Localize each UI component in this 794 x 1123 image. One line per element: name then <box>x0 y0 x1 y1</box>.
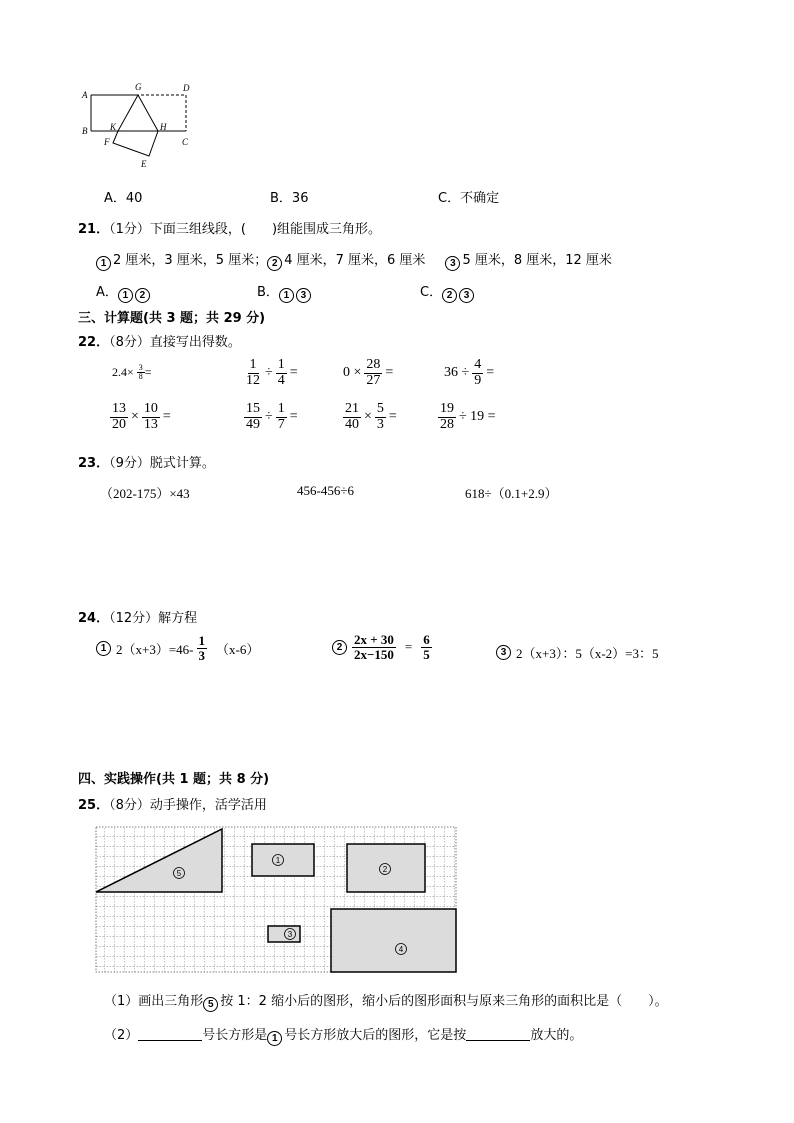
q20-option-c[interactable]: C．不确定 <box>438 191 500 206</box>
q24-equation-1: 1 2（x+3）=46- $\frac{1}{3}$ （x-6） <box>96 634 259 662</box>
q24-equation-3: 3 2（x+3）：5（x-2）=3：5 <box>496 643 659 662</box>
label-e: E <box>141 159 147 169</box>
label-h: H <box>160 122 167 132</box>
circled-3: 3 <box>445 256 460 271</box>
q22-expr-6: $\frac{15}{49}$ ÷ $\frac{1}{7}$ = <box>246 401 298 432</box>
q21-group-2: 2 4 厘米，7 厘米，6 厘米 <box>267 249 425 271</box>
label-k: K <box>110 122 117 132</box>
circled-1: 1 <box>96 256 111 271</box>
q24-stem: 24．（12分）解方程 <box>78 611 198 626</box>
q22-expr-4: 36 ÷ $\frac{4}{9}$ = <box>444 357 495 388</box>
label-c: C <box>182 137 189 147</box>
q23-item-3: 618÷（0.1+2.9） <box>465 486 558 501</box>
q25-grid-figure <box>94 826 458 974</box>
answer-blank-2[interactable] <box>466 1028 530 1041</box>
answer-blank-1[interactable] <box>138 1028 202 1041</box>
svg-text:2: 2 <box>382 865 388 874</box>
label-a: A <box>82 90 88 100</box>
q22-expr-3: 0 × $\frac{28}{27}$ = <box>343 357 394 388</box>
q25-part-1: （1）画出三角形 5 按 1：2 缩小后的图形，缩小后的图形面积与原来三角形的面积比是（ ）。 <box>104 994 668 1010</box>
q25-stem: 25．（8分）动手操作，活学活用 <box>78 798 267 813</box>
q22-stem: 22．（8分）直接写出得数。 <box>78 335 241 350</box>
q21-score: （1分） <box>109 222 150 237</box>
q23-stem: 23．（9分）脱式计算。 <box>78 456 215 471</box>
q21-option-b[interactable]: B． 1 3 <box>257 281 313 303</box>
q21-text: 下面三组线段，( )组能围成三角形。 <box>149 222 382 237</box>
svg-text:3: 3 <box>287 930 293 939</box>
label-b: B <box>82 126 88 136</box>
q24-equation-2: 2 $\frac{2x + 30}{2x-150}$ = $\frac{6}{5}$ <box>332 633 432 661</box>
q20-option-a[interactable]: A．40 <box>104 191 143 206</box>
q22-expr-5: $\frac{13}{20}$ × $\frac{10}{13}$ = <box>112 401 171 432</box>
q22-expr-8: $\frac{19}{28}$ ÷ 19 = <box>440 401 496 432</box>
circled-2: 2 <box>267 256 282 271</box>
label-g: G <box>135 82 142 92</box>
q22-expr-7: $\frac{21}{40}$ × $\frac{5}{3}$ = <box>345 401 397 432</box>
q21-group-1: 1 2 厘米，3 厘米，5 厘米； <box>96 249 267 271</box>
rectangle-4 <box>331 909 456 972</box>
q22-expr-2: $\frac{1}{12}$ ÷ $\frac{1}{4}$ = <box>246 357 298 388</box>
q21-groups <box>96 249 612 271</box>
fold-line-gk <box>118 95 138 131</box>
label-d: D <box>183 83 190 93</box>
section-4-title: 四、实践操作(共 1 题；共 8 分) <box>78 772 270 787</box>
q20-figure <box>76 78 200 172</box>
folded-flap <box>113 131 158 156</box>
q21-stem <box>78 218 381 237</box>
q23-item-2: 456-456÷6 <box>297 483 354 498</box>
q21-group-3: 3 5 厘米，8 厘米，12 厘米 <box>445 249 611 271</box>
q23-item-1: （202-175）×43 <box>100 486 190 501</box>
label-f: F <box>104 137 110 147</box>
q21-number: 21． <box>78 222 110 237</box>
q21-option-a[interactable]: A． 1 2 <box>96 281 152 303</box>
svg-text:1: 1 <box>275 856 281 865</box>
q20-option-b[interactable]: B．36 <box>270 191 309 206</box>
rectangle-1 <box>252 844 314 876</box>
section-3-title: 三、计算题(共 3 题；共 29 分) <box>78 311 266 326</box>
q22-expr-1: 2.4× $\frac{3}{8}$ = <box>112 363 152 382</box>
q25-part-2: （2） 号长方形是 1 号长方形放大后的图形，它是按 放大的。 <box>104 1028 583 1044</box>
svg-text:4: 4 <box>398 945 404 954</box>
q21-option-c[interactable]: C． 2 3 <box>420 281 476 303</box>
svg-text:5: 5 <box>176 869 182 878</box>
fold-line-gh <box>138 95 158 131</box>
